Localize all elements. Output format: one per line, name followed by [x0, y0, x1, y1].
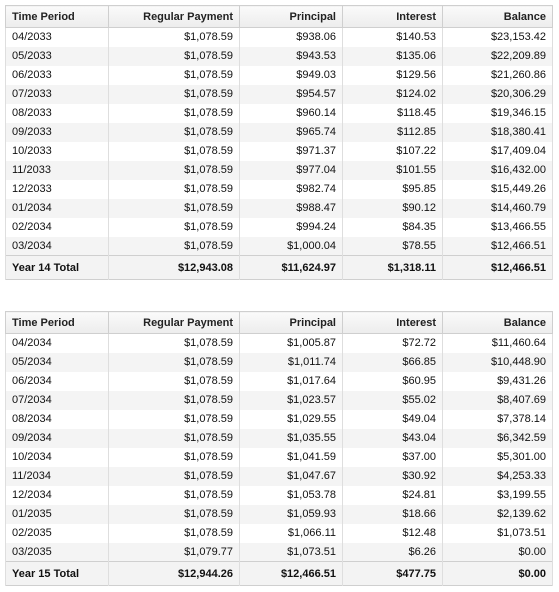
cell-principal: $954.57: [240, 85, 343, 104]
total-principal: $12,466.51: [240, 562, 343, 586]
column-header-principal[interactable]: Principal: [240, 312, 343, 334]
total-row: [6, 562, 553, 586]
amortization-table-year-15: [5, 311, 553, 586]
cell-principal: $943.53: [240, 47, 343, 66]
cell-principal: $977.04: [240, 161, 343, 180]
cell-regular-payment: $1,078.59: [109, 180, 240, 199]
cell-principal: $1,035.55: [240, 429, 343, 448]
column-header-interest[interactable]: Interest: [343, 312, 443, 334]
cell-time-period: 04/2033: [6, 28, 109, 47]
cell-principal: $971.37: [240, 142, 343, 161]
cell-regular-payment: $1,078.59: [109, 199, 240, 218]
column-header-regular-payment[interactable]: Regular Payment: [109, 312, 240, 334]
column-header-balance[interactable]: Balance: [443, 312, 553, 334]
cell-time-period: 03/2034: [6, 237, 109, 256]
cell-interest: $101.55: [343, 161, 443, 180]
cell-principal: $1,023.57: [240, 391, 343, 410]
cell-time-period: 12/2033: [6, 180, 109, 199]
cell-interest: $118.45: [343, 104, 443, 123]
cell-time-period: 07/2033: [6, 85, 109, 104]
table-row: [6, 410, 553, 429]
amortization-table-year-14: [5, 5, 553, 280]
cell-interest: $78.55: [343, 237, 443, 256]
total-row: [6, 256, 553, 280]
cell-principal: $1,017.64: [240, 372, 343, 391]
cell-regular-payment: $1,078.59: [109, 47, 240, 66]
table-row: [6, 353, 553, 372]
table-row: [6, 334, 553, 353]
cell-interest: $90.12: [343, 199, 443, 218]
cell-balance: $7,378.14: [443, 410, 553, 429]
cell-time-period: 10/2034: [6, 448, 109, 467]
cell-time-period: 08/2034: [6, 410, 109, 429]
cell-balance: $22,209.89: [443, 47, 553, 66]
total-label: Year 15 Total: [6, 562, 109, 586]
cell-balance: $18,380.41: [443, 123, 553, 142]
cell-interest: $84.35: [343, 218, 443, 237]
table-row: [6, 85, 553, 104]
cell-regular-payment: $1,078.59: [109, 28, 240, 47]
cell-interest: $140.53: [343, 28, 443, 47]
header-row: [6, 312, 553, 334]
cell-time-period: 01/2034: [6, 199, 109, 218]
column-header-balance[interactable]: Balance: [443, 6, 553, 28]
cell-interest: $95.85: [343, 180, 443, 199]
cell-balance: $0.00: [443, 543, 553, 562]
cell-principal: $1,073.51: [240, 543, 343, 562]
column-header-regular-payment[interactable]: Regular Payment: [109, 6, 240, 28]
table-row: [6, 486, 553, 505]
cell-regular-payment: $1,078.59: [109, 448, 240, 467]
cell-balance: $6,342.59: [443, 429, 553, 448]
cell-balance: $20,306.29: [443, 85, 553, 104]
cell-principal: $1,066.11: [240, 524, 343, 543]
cell-principal: $965.74: [240, 123, 343, 142]
total-interest: $477.75: [343, 562, 443, 586]
table-row: [6, 180, 553, 199]
cell-regular-payment: $1,078.59: [109, 505, 240, 524]
cell-time-period: 05/2034: [6, 353, 109, 372]
cell-balance: $11,460.64: [443, 334, 553, 353]
cell-interest: $24.81: [343, 486, 443, 505]
header-row: [6, 6, 553, 28]
cell-time-period: 03/2035: [6, 543, 109, 562]
cell-balance: $15,449.26: [443, 180, 553, 199]
total-balance: $0.00: [443, 562, 553, 586]
cell-time-period: 11/2034: [6, 467, 109, 486]
table-row: [6, 161, 553, 180]
cell-regular-payment: $1,078.59: [109, 486, 240, 505]
cell-regular-payment: $1,078.59: [109, 524, 240, 543]
cell-regular-payment: $1,078.59: [109, 467, 240, 486]
cell-principal: $1,041.59: [240, 448, 343, 467]
cell-principal: $1,011.74: [240, 353, 343, 372]
table-row: [6, 448, 553, 467]
column-header-interest[interactable]: Interest: [343, 6, 443, 28]
cell-balance: $17,409.04: [443, 142, 553, 161]
cell-interest: $6.26: [343, 543, 443, 562]
cell-balance: $4,253.33: [443, 467, 553, 486]
cell-balance: $12,466.51: [443, 237, 553, 256]
table-row: [6, 218, 553, 237]
cell-principal: $960.14: [240, 104, 343, 123]
cell-regular-payment: $1,078.59: [109, 429, 240, 448]
cell-principal: $988.47: [240, 199, 343, 218]
cell-regular-payment: $1,078.59: [109, 66, 240, 85]
total-regular-payment: $12,943.08: [109, 256, 240, 280]
cell-time-period: 11/2033: [6, 161, 109, 180]
cell-balance: $21,260.86: [443, 66, 553, 85]
cell-regular-payment: $1,078.59: [109, 372, 240, 391]
cell-interest: $66.85: [343, 353, 443, 372]
column-header-time-period[interactable]: Time Period: [6, 6, 109, 28]
cell-principal: $1,000.04: [240, 237, 343, 256]
cell-principal: $949.03: [240, 66, 343, 85]
cell-time-period: 07/2034: [6, 391, 109, 410]
cell-principal: $1,059.93: [240, 505, 343, 524]
cell-interest: $30.92: [343, 467, 443, 486]
cell-principal: $982.74: [240, 180, 343, 199]
table-row: [6, 104, 553, 123]
cell-regular-payment: $1,078.59: [109, 85, 240, 104]
cell-balance: $1,073.51: [443, 524, 553, 543]
cell-interest: $55.02: [343, 391, 443, 410]
cell-interest: $112.85: [343, 123, 443, 142]
cell-regular-payment: $1,078.59: [109, 104, 240, 123]
cell-balance: $16,432.00: [443, 161, 553, 180]
column-header-principal[interactable]: Principal: [240, 6, 343, 28]
cell-balance: $5,301.00: [443, 448, 553, 467]
cell-interest: $18.66: [343, 505, 443, 524]
cell-interest: $72.72: [343, 334, 443, 353]
cell-time-period: 02/2035: [6, 524, 109, 543]
cell-time-period: 10/2033: [6, 142, 109, 161]
cell-balance: $10,448.90: [443, 353, 553, 372]
cell-regular-payment: $1,078.59: [109, 218, 240, 237]
cell-regular-payment: $1,078.59: [109, 123, 240, 142]
table-row: [6, 524, 553, 543]
total-label: Year 14 Total: [6, 256, 109, 280]
cell-time-period: 02/2034: [6, 218, 109, 237]
cell-time-period: 06/2033: [6, 66, 109, 85]
cell-interest: $12.48: [343, 524, 443, 543]
cell-time-period: 04/2034: [6, 334, 109, 353]
cell-balance: $23,153.42: [443, 28, 553, 47]
cell-interest: $60.95: [343, 372, 443, 391]
cell-regular-payment: $1,078.59: [109, 142, 240, 161]
table-row: [6, 505, 553, 524]
cell-interest: $129.56: [343, 66, 443, 85]
cell-interest: $49.04: [343, 410, 443, 429]
cell-balance: $8,407.69: [443, 391, 553, 410]
cell-balance: $2,139.62: [443, 505, 553, 524]
cell-principal: $1,053.78: [240, 486, 343, 505]
cell-principal: $994.24: [240, 218, 343, 237]
table-row: [6, 237, 553, 256]
total-balance: $12,466.51: [443, 256, 553, 280]
cell-principal: $1,029.55: [240, 410, 343, 429]
cell-regular-payment: $1,078.59: [109, 391, 240, 410]
cell-principal: $1,005.87: [240, 334, 343, 353]
cell-interest: $37.00: [343, 448, 443, 467]
cell-regular-payment: $1,078.59: [109, 410, 240, 429]
cell-regular-payment: $1,079.77: [109, 543, 240, 562]
cell-balance: $19,346.15: [443, 104, 553, 123]
cell-balance: $9,431.26: [443, 372, 553, 391]
cell-interest: $124.02: [343, 85, 443, 104]
table-row: [6, 391, 553, 410]
column-header-time-period[interactable]: Time Period: [6, 312, 109, 334]
table-row: [6, 199, 553, 218]
cell-time-period: 01/2035: [6, 505, 109, 524]
total-interest: $1,318.11: [343, 256, 443, 280]
cell-regular-payment: $1,078.59: [109, 353, 240, 372]
table-row: [6, 142, 553, 161]
cell-time-period: 06/2034: [6, 372, 109, 391]
table-row: [6, 372, 553, 391]
table-row: [6, 467, 553, 486]
table-row: [6, 47, 553, 66]
cell-time-period: 12/2034: [6, 486, 109, 505]
cell-interest: $43.04: [343, 429, 443, 448]
cell-balance: $3,199.55: [443, 486, 553, 505]
total-regular-payment: $12,944.26: [109, 562, 240, 586]
table-row: [6, 123, 553, 142]
cell-regular-payment: $1,078.59: [109, 334, 240, 353]
table-row: [6, 66, 553, 85]
cell-principal: $938.06: [240, 28, 343, 47]
cell-balance: $13,466.55: [443, 218, 553, 237]
cell-regular-payment: $1,078.59: [109, 237, 240, 256]
cell-interest: $135.06: [343, 47, 443, 66]
table-row: [6, 543, 553, 562]
cell-time-period: 09/2033: [6, 123, 109, 142]
table-row: [6, 28, 553, 47]
total-principal: $11,624.97: [240, 256, 343, 280]
table-row: [6, 429, 553, 448]
cell-principal: $1,047.67: [240, 467, 343, 486]
cell-balance: $14,460.79: [443, 199, 553, 218]
cell-regular-payment: $1,078.59: [109, 161, 240, 180]
cell-time-period: 08/2033: [6, 104, 109, 123]
cell-interest: $107.22: [343, 142, 443, 161]
cell-time-period: 05/2033: [6, 47, 109, 66]
cell-time-period: 09/2034: [6, 429, 109, 448]
